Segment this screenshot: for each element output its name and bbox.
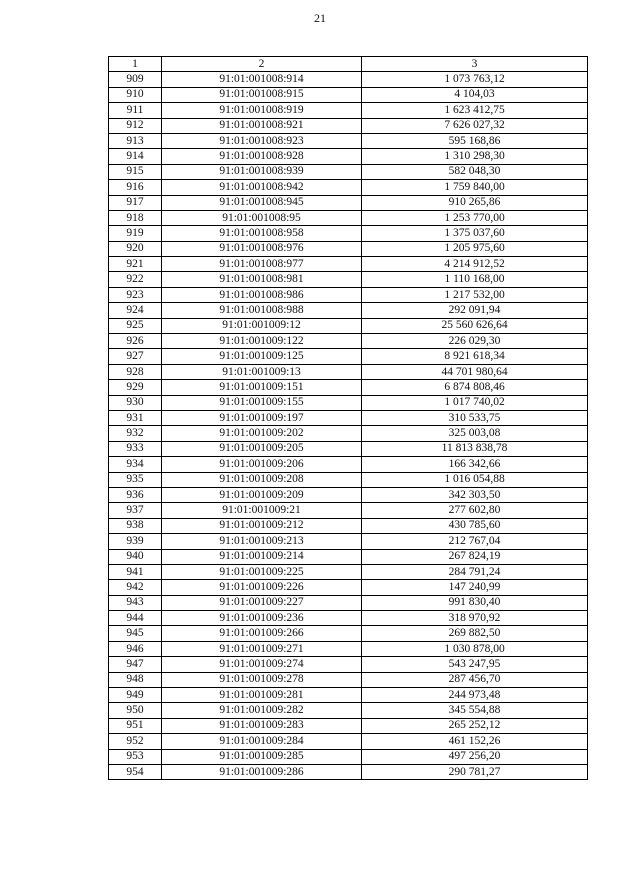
row-number-cell: 916 bbox=[109, 180, 162, 195]
row-number-cell: 925 bbox=[109, 318, 162, 333]
cadastral-number-cell: 91:01:001009:202 bbox=[162, 426, 362, 441]
row-number-cell: 951 bbox=[109, 718, 162, 733]
table-row bbox=[109, 718, 588, 733]
value-cell: 325 003,08 bbox=[362, 426, 588, 441]
table-row bbox=[109, 164, 588, 179]
cadastral-number-cell: 91:01:001009:278 bbox=[162, 672, 362, 687]
cadastral-number-cell: 91:01:001009:206 bbox=[162, 457, 362, 472]
value-cell: 345 554,88 bbox=[362, 703, 588, 718]
row-number-cell: 949 bbox=[109, 688, 162, 703]
cadastral-number-cell: 91:01:001009:225 bbox=[162, 564, 362, 579]
table-row bbox=[109, 241, 588, 256]
cadastral-number-cell: 91:01:001009:227 bbox=[162, 595, 362, 610]
table-row bbox=[109, 441, 588, 456]
value-cell: 991 830,40 bbox=[362, 595, 588, 610]
row-number-cell: 918 bbox=[109, 210, 162, 225]
row-number-cell: 921 bbox=[109, 257, 162, 272]
value-cell: 543 247,95 bbox=[362, 657, 588, 672]
value-cell: 1 310 298,30 bbox=[362, 149, 588, 164]
value-cell: 7 626 027,32 bbox=[362, 118, 588, 133]
cadastral-number-cell: 91:01:001009:122 bbox=[162, 334, 362, 349]
row-number-cell: 923 bbox=[109, 287, 162, 302]
row-number-cell: 926 bbox=[109, 334, 162, 349]
cadastral-number-cell: 91:01:001008:928 bbox=[162, 149, 362, 164]
cadastral-number-cell: 91:01:001008:988 bbox=[162, 303, 362, 318]
value-cell: 1 217 532,00 bbox=[362, 287, 588, 302]
cadastral-number-cell: 91:01:001009:285 bbox=[162, 749, 362, 764]
row-number-cell: 924 bbox=[109, 303, 162, 318]
table-row bbox=[109, 749, 588, 764]
table-row bbox=[109, 364, 588, 379]
row-number-cell: 928 bbox=[109, 364, 162, 379]
row-number-cell: 931 bbox=[109, 410, 162, 425]
cadastral-number-cell: 91:01:001009:209 bbox=[162, 487, 362, 502]
cadastral-number-cell: 91:01:001009:226 bbox=[162, 580, 362, 595]
value-cell: 497 256,20 bbox=[362, 749, 588, 764]
value-cell: 1 759 840,00 bbox=[362, 180, 588, 195]
value-cell: 6 874 808,46 bbox=[362, 380, 588, 395]
value-cell: 287 456,70 bbox=[362, 672, 588, 687]
row-number-cell: 929 bbox=[109, 380, 162, 395]
row-number-cell: 941 bbox=[109, 564, 162, 579]
value-cell: 4 104,03 bbox=[362, 87, 588, 102]
table-row bbox=[109, 287, 588, 302]
cadastral-number-cell: 91:01:001009:281 bbox=[162, 688, 362, 703]
row-number-cell: 938 bbox=[109, 518, 162, 533]
value-cell: 269 882,50 bbox=[362, 626, 588, 641]
value-cell: 292 091,94 bbox=[362, 303, 588, 318]
table-row bbox=[109, 534, 588, 549]
cadastral-number-cell: 91:01:001008:981 bbox=[162, 272, 362, 287]
row-number-cell: 948 bbox=[109, 672, 162, 687]
value-cell: 147 240,99 bbox=[362, 580, 588, 595]
row-number-cell: 910 bbox=[109, 87, 162, 102]
row-number-cell: 930 bbox=[109, 395, 162, 410]
value-cell: 244 973,48 bbox=[362, 688, 588, 703]
row-number-cell: 927 bbox=[109, 349, 162, 364]
cadastral-number-cell: 91:01:001008:986 bbox=[162, 287, 362, 302]
cadastral-number-cell: 91:01:001009:155 bbox=[162, 395, 362, 410]
value-cell: 284 791,24 bbox=[362, 564, 588, 579]
table-row bbox=[109, 549, 588, 564]
row-number-cell: 909 bbox=[109, 72, 162, 87]
table-row bbox=[109, 611, 588, 626]
cadastral-number-cell: 91:01:001009:208 bbox=[162, 472, 362, 487]
cadastral-number-cell: 91:01:001009:125 bbox=[162, 349, 362, 364]
value-cell: 1 205 975,60 bbox=[362, 241, 588, 256]
cadastral-number-cell: 91:01:001009:286 bbox=[162, 764, 362, 779]
table-row bbox=[109, 180, 588, 195]
value-cell: 25 560 626,64 bbox=[362, 318, 588, 333]
cadastral-number-cell: 91:01:001009:13 bbox=[162, 364, 362, 379]
cadastral-number-cell: 91:01:001009:282 bbox=[162, 703, 362, 718]
row-number-cell: 939 bbox=[109, 534, 162, 549]
table-row bbox=[109, 72, 588, 87]
table-row bbox=[109, 380, 588, 395]
cadastral-number-cell: 91:01:001009:236 bbox=[162, 611, 362, 626]
value-cell: 910 265,86 bbox=[362, 195, 588, 210]
value-cell: 342 303,50 bbox=[362, 487, 588, 502]
value-cell: 11 813 838,78 bbox=[362, 441, 588, 456]
value-cell: 4 214 912,52 bbox=[362, 257, 588, 272]
table-row bbox=[109, 703, 588, 718]
header-row bbox=[109, 57, 588, 72]
value-cell: 461 152,26 bbox=[362, 734, 588, 749]
cadastral-number-cell: 91:01:001008:915 bbox=[162, 87, 362, 102]
table-row bbox=[109, 734, 588, 749]
cadastral-number-cell: 91:01:001009:266 bbox=[162, 626, 362, 641]
table-row bbox=[109, 426, 588, 441]
table-row bbox=[109, 595, 588, 610]
row-number-cell: 954 bbox=[109, 764, 162, 779]
value-cell: 44 701 980,64 bbox=[362, 364, 588, 379]
table-row bbox=[109, 503, 588, 518]
table-row bbox=[109, 118, 588, 133]
cadastral-number-cell: 91:01:001008:923 bbox=[162, 133, 362, 148]
value-cell: 1 375 037,60 bbox=[362, 226, 588, 241]
row-number-cell: 914 bbox=[109, 149, 162, 164]
value-cell: 582 048,30 bbox=[362, 164, 588, 179]
table-row bbox=[109, 133, 588, 148]
row-number-cell: 934 bbox=[109, 457, 162, 472]
cadastral-number-cell: 91:01:001009:197 bbox=[162, 410, 362, 425]
value-cell: 318 970,92 bbox=[362, 611, 588, 626]
table-row bbox=[109, 103, 588, 118]
cadastral-number-cell: 91:01:001008:919 bbox=[162, 103, 362, 118]
row-number-cell: 944 bbox=[109, 611, 162, 626]
row-number-cell: 911 bbox=[109, 103, 162, 118]
value-cell: 226 029,30 bbox=[362, 334, 588, 349]
value-cell: 212 767,04 bbox=[362, 534, 588, 549]
cadastral-number-cell: 91:01:001009:212 bbox=[162, 518, 362, 533]
cadastral-number-cell: 91:01:001009:274 bbox=[162, 657, 362, 672]
table-row bbox=[109, 626, 588, 641]
table-row bbox=[109, 87, 588, 102]
value-cell: 1 110 168,00 bbox=[362, 272, 588, 287]
cadastral-number-cell: 91:01:001008:921 bbox=[162, 118, 362, 133]
page-number: 21 bbox=[314, 11, 326, 25]
cadastral-number-cell: 91:01:001009:214 bbox=[162, 549, 362, 564]
value-cell: 430 785,60 bbox=[362, 518, 588, 533]
row-number-cell: 936 bbox=[109, 487, 162, 502]
cadastral-number-cell: 91:01:001009:283 bbox=[162, 718, 362, 733]
value-cell: 1 030 878,00 bbox=[362, 641, 588, 656]
table-row bbox=[109, 210, 588, 225]
cadastral-number-cell: 91:01:001008:976 bbox=[162, 241, 362, 256]
table-row bbox=[109, 657, 588, 672]
value-cell: 265 252,12 bbox=[362, 718, 588, 733]
cadastral-number-cell: 91:01:001009:151 bbox=[162, 380, 362, 395]
value-cell: 1 253 770,00 bbox=[362, 210, 588, 225]
table-row bbox=[109, 487, 588, 502]
cadastral-number-cell: 91:01:001008:942 bbox=[162, 180, 362, 195]
cadastral-number-cell: 91:01:001008:939 bbox=[162, 164, 362, 179]
row-number-cell: 922 bbox=[109, 272, 162, 287]
row-number-cell: 937 bbox=[109, 503, 162, 518]
value-cell: 290 781,27 bbox=[362, 764, 588, 779]
table-row bbox=[109, 272, 588, 287]
table-row bbox=[109, 410, 588, 425]
row-number-cell: 946 bbox=[109, 641, 162, 656]
cadastral-number-cell: 91:01:001008:945 bbox=[162, 195, 362, 210]
cadastral-number-cell: 91:01:001009:205 bbox=[162, 441, 362, 456]
table-row bbox=[109, 688, 588, 703]
table-row bbox=[109, 764, 588, 779]
table-row bbox=[109, 457, 588, 472]
cadastral-number-cell: 91:01:001008:95 bbox=[162, 210, 362, 225]
row-number-cell: 940 bbox=[109, 549, 162, 564]
cadastral-number-cell: 91:01:001008:958 bbox=[162, 226, 362, 241]
value-cell: 1 623 412,75 bbox=[362, 103, 588, 118]
cadastral-number-cell: 91:01:001009:284 bbox=[162, 734, 362, 749]
table-row bbox=[109, 149, 588, 164]
table-row bbox=[109, 334, 588, 349]
row-number-cell: 945 bbox=[109, 626, 162, 641]
row-number-cell: 920 bbox=[109, 241, 162, 256]
value-cell: 166 342,66 bbox=[362, 457, 588, 472]
cadastral-number-cell: 91:01:001009:213 bbox=[162, 534, 362, 549]
value-cell: 267 824,19 bbox=[362, 549, 588, 564]
row-number-cell: 943 bbox=[109, 595, 162, 610]
table-header bbox=[109, 57, 588, 72]
table-row bbox=[109, 349, 588, 364]
value-cell: 1 017 740,02 bbox=[362, 395, 588, 410]
value-cell: 1 073 763,12 bbox=[362, 72, 588, 87]
header-col-2: 2 bbox=[162, 57, 362, 72]
value-cell: 277 602,80 bbox=[362, 503, 588, 518]
cadastral-number-cell: 91:01:001009:271 bbox=[162, 641, 362, 656]
cadastral-number-cell: 91:01:001009:12 bbox=[162, 318, 362, 333]
row-number-cell: 913 bbox=[109, 133, 162, 148]
value-cell: 595 168,86 bbox=[362, 133, 588, 148]
cadastral-number-cell: 91:01:001008:914 bbox=[162, 72, 362, 87]
row-number-cell: 953 bbox=[109, 749, 162, 764]
row-number-cell: 919 bbox=[109, 226, 162, 241]
table-row bbox=[109, 226, 588, 241]
value-cell: 8 921 618,34 bbox=[362, 349, 588, 364]
table-row bbox=[109, 641, 588, 656]
value-cell: 310 533,75 bbox=[362, 410, 588, 425]
row-number-cell: 952 bbox=[109, 734, 162, 749]
table-row bbox=[109, 580, 588, 595]
row-number-cell: 950 bbox=[109, 703, 162, 718]
table-row bbox=[109, 195, 588, 210]
data-table bbox=[108, 56, 588, 780]
table-row bbox=[109, 395, 588, 410]
row-number-cell: 915 bbox=[109, 164, 162, 179]
table-body bbox=[109, 72, 588, 780]
table-row bbox=[109, 564, 588, 579]
cadastral-number-cell: 91:01:001008:977 bbox=[162, 257, 362, 272]
cadastral-number-cell: 91:01:001009:21 bbox=[162, 503, 362, 518]
header-col-3: 3 bbox=[362, 57, 588, 72]
row-number-cell: 932 bbox=[109, 426, 162, 441]
row-number-cell: 935 bbox=[109, 472, 162, 487]
row-number-cell: 947 bbox=[109, 657, 162, 672]
row-number-cell: 917 bbox=[109, 195, 162, 210]
table-row bbox=[109, 318, 588, 333]
table-row bbox=[109, 518, 588, 533]
row-number-cell: 942 bbox=[109, 580, 162, 595]
row-number-cell: 912 bbox=[109, 118, 162, 133]
table-row bbox=[109, 472, 588, 487]
table-row bbox=[109, 303, 588, 318]
table-row bbox=[109, 257, 588, 272]
header-col-1: 1 bbox=[109, 57, 162, 72]
row-number-cell: 933 bbox=[109, 441, 162, 456]
table-row bbox=[109, 672, 588, 687]
value-cell: 1 016 054,88 bbox=[362, 472, 588, 487]
